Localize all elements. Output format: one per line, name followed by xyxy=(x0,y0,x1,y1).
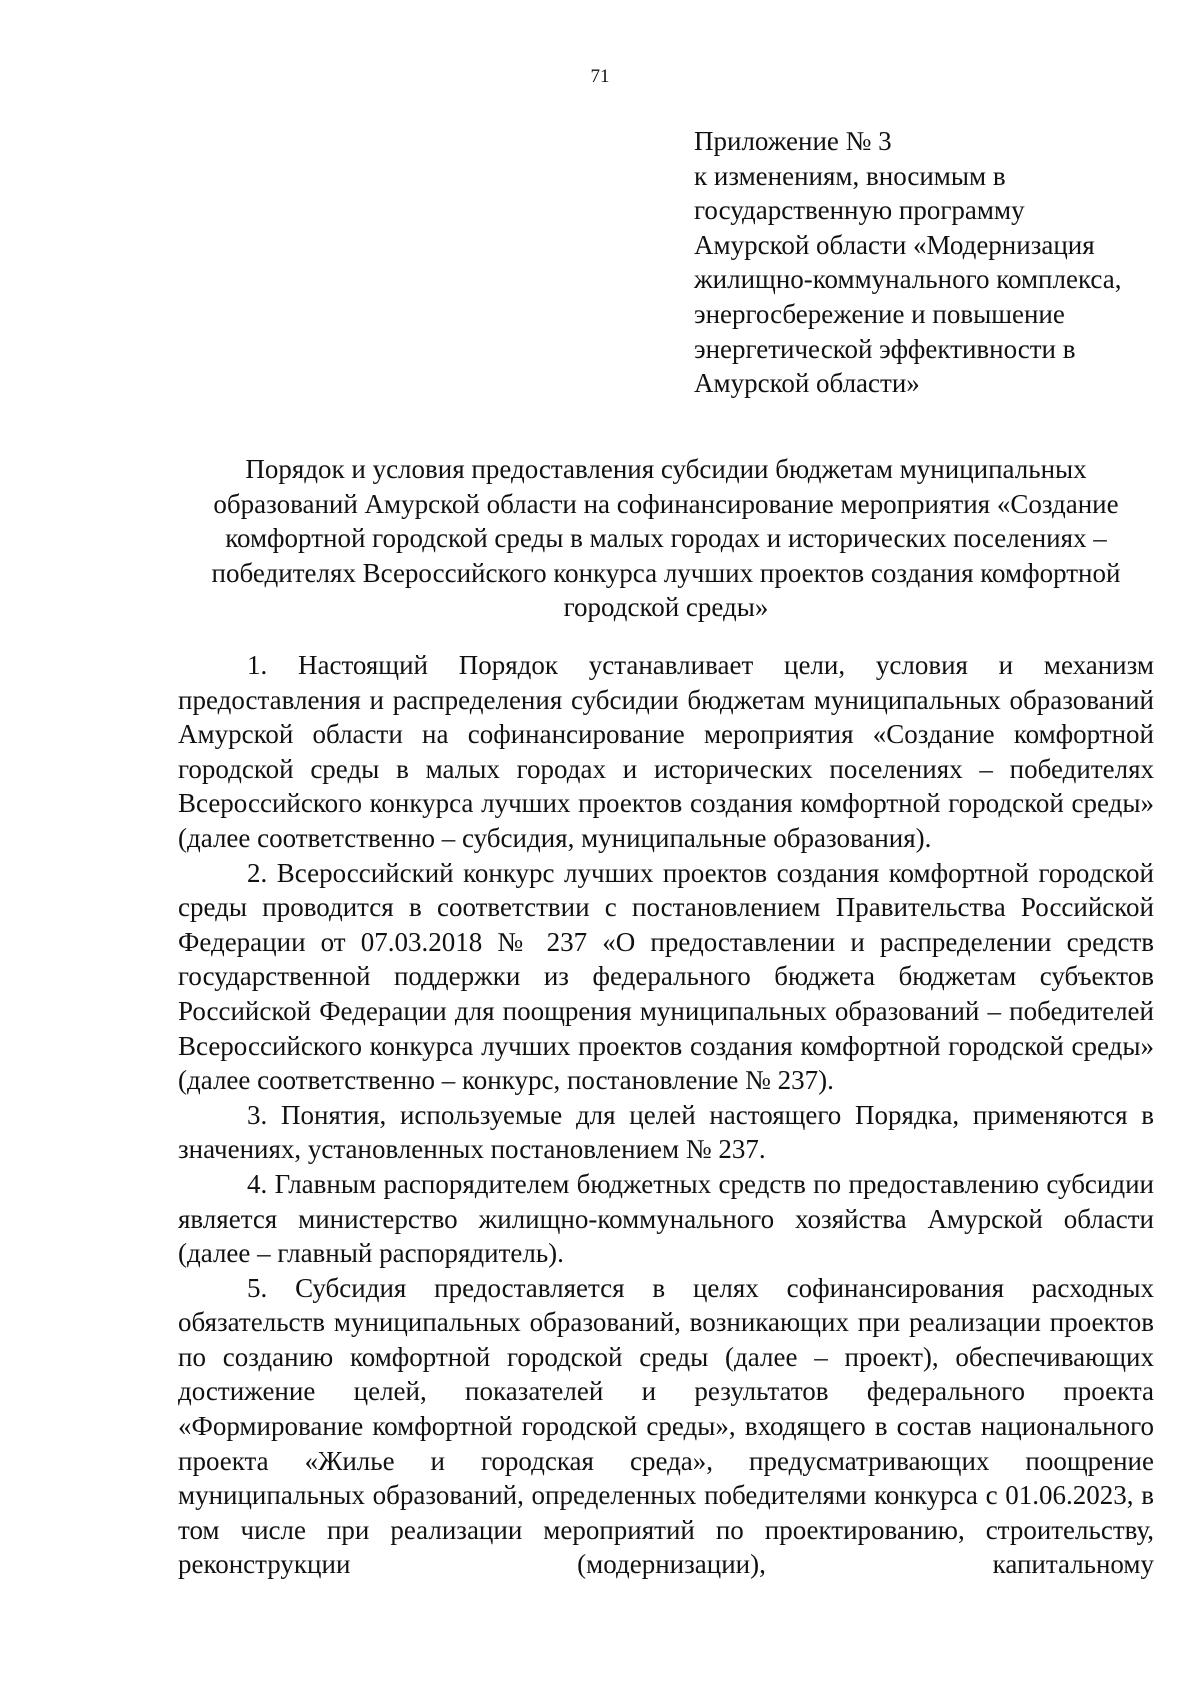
appendix-line: жилищно-коммунального комплекса, xyxy=(694,264,1122,295)
title-line: городской среды» xyxy=(563,592,769,623)
appendix-header xyxy=(694,124,1164,401)
paragraph-2: 2. Всероссийский конкурс лучших проектов создания комфортной городской среды проводится в соответствии с постановлением Правительства Российской Федерации от 07.03.2018 № 237 «О предоставлении и распределении средств государственной поддержки из федерального бюджета бюджетам субъектов Российской Федерации для поощрения муниципальных образований – победителей Всероссийского конкурса лучших проектов создания комфортной городской среды» (далее соответственно – конкурс, постановление № 237). xyxy=(178,857,1154,1096)
title-line: образований Амурской области на софинансирование мероприятия «Создание xyxy=(213,488,1119,519)
paragraph-5: 5. Субсидия предоставляется в целях софинансирования расходных обязательств муниципальных образований, возникающих при реализации проектов по созданию комфортной городской среды (далее – проект), обеспечивающих достижение целей, показателей и результатов федерального проекта «Формирование комфортной городской среды», входящего в состав национального проекта «Жилье и городская среда», предусматривающих поощрение муниципальных образований, определенных победителями конкурса с 01.06.2023, в том числе при реализации мероприятий по проектированию, строительству, реконструкции (модернизации), капитальному xyxy=(178,1272,1154,1580)
appendix-line: Приложение № 3 xyxy=(694,126,892,156)
paragraph-4: 4. Главным распорядителем бюджетных средств по предоставлению субсидии является министерство жилищно-коммунального хозяйства Амурской области (далее – главный распорядитель). xyxy=(178,1168,1154,1269)
appendix-line: Амурской области «Модернизация xyxy=(694,229,1095,260)
document-title xyxy=(178,452,1154,625)
appendix-line: Амурской области» xyxy=(694,368,920,399)
appendix-line: энергосбережение и повышение xyxy=(694,298,1065,329)
title-line: Порядок и условия предоставления субсидии бюджетам муниципальных xyxy=(245,454,1087,484)
title-line: комфортной городской среды в малых городах и исторических поселениях – xyxy=(225,523,1107,554)
page-number: 71 xyxy=(590,66,610,87)
paragraph-1: 1. Настоящий Порядок устанавливает цели, условия и механизм предоставления и распределения субсидии бюджетам муниципальных образований Амурской области на софинансирование мероприятия «Создание комфортной городской среды в малых городах и исторических поселениях – победителях Всероссийского конкурса лучших проектов создания комфортной городской среды» (далее соответственно – субсидия, муниципальные образования). xyxy=(178,650,1154,853)
appendix-line: к изменениям, вносимым в xyxy=(694,160,1006,191)
appendix-line: государственную программу xyxy=(694,195,1025,226)
title-line: победителях Всероссийского конкурса лучших проектов создания комфортной xyxy=(211,557,1121,588)
document-body xyxy=(178,648,1154,1582)
appendix-line: энергетической эффективности в xyxy=(694,333,1076,364)
paragraph-3: 3. Понятия, используемые для целей настоящего Порядка, применяются в значениях, установленных постановлением № 237. xyxy=(178,1099,1154,1165)
